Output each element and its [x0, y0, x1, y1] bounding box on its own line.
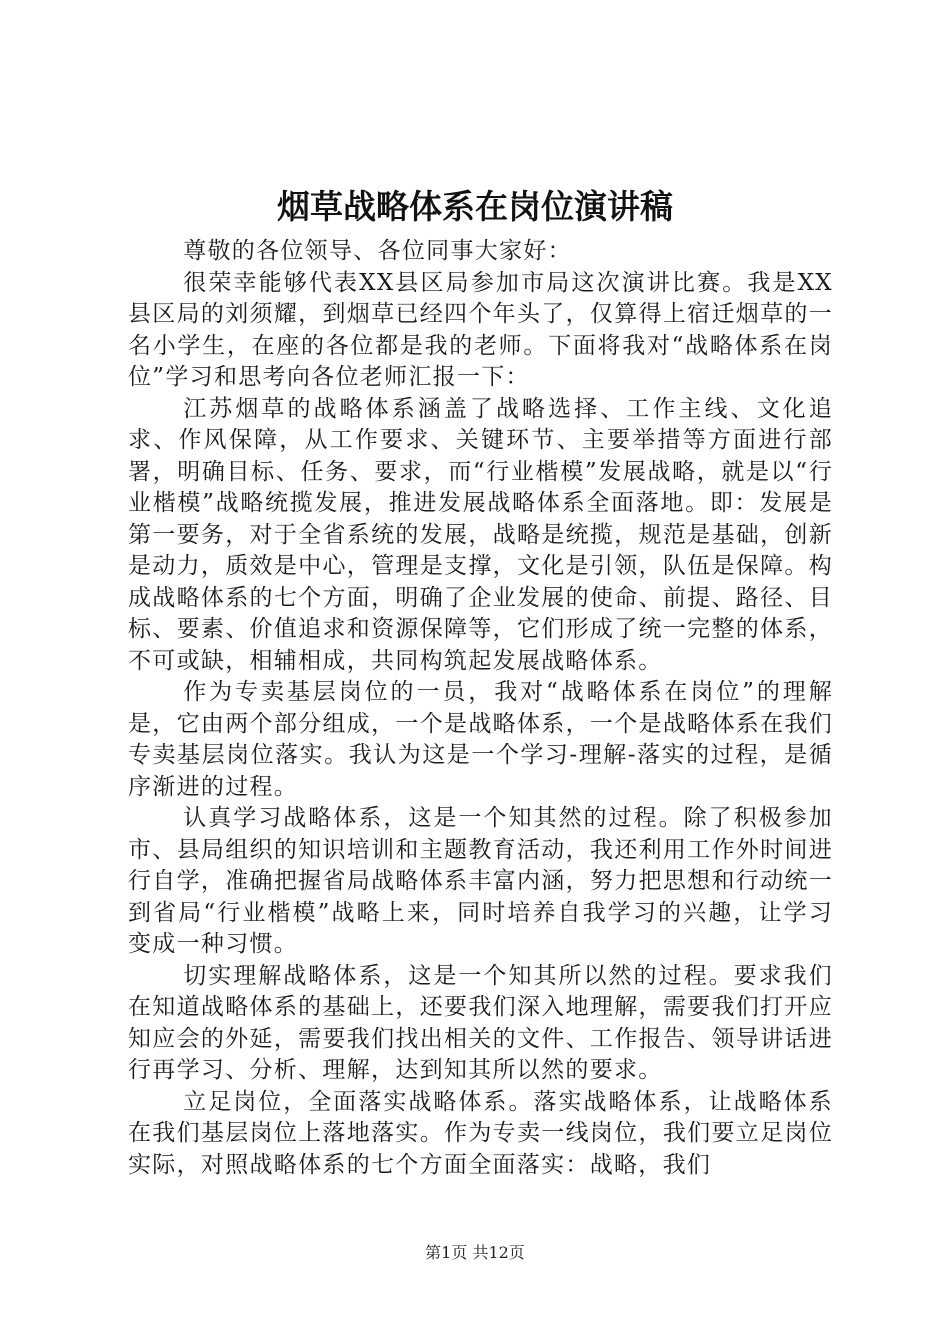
- paragraph-introduction: 很荣幸能够代表XX县区局参加市局这次演讲比赛。我是XX县区局的刘须耀，到烟草已经四个年头了，仅算得上宿迁烟草的一名小学生，在座的各位都是我的老师。下面将我对“战略体系在岗位”学习和思考向各位老师汇报一下：: [128, 269, 833, 390]
- page-number-footer: 第1页 共12页: [425, 1243, 525, 1262]
- paragraph-strategy-system: 江苏烟草的战略体系涵盖了战略选择、工作主线、文化追求、作风保障，从工作要求、关键环节、主要举措等方面进行部署，明确目标、任务、要求，而“行业楷模”发展战略，就是以“行业楷模”战略统揽发展，推进发展战略体系全面落地。即：发展是第一要务，对于全省系统的发展，战略是统揽，规范是基础，创新是动力，质效是中心，管理是支撑，文化是引领，队伍是保障。构成战略体系的七个方面，明确了企业发展的使命、前提、路径、目标、要素、价值追求和资源保障等，它们形成了统一完整的体系，不可或缺，相辅相成，共同构筑起发展战略体系。: [128, 395, 833, 674]
- paragraph-comprehension: 切实理解战略体系，这是一个知其所以然的过程。要求我们在知道战略体系的基础上，还要我们深入地理解，需要我们打开应知应会的外延，需要我们找出相关的文件、工作报告、领导讲话进行再学习、分析、理解，达到知其所以然的要求。: [128, 962, 833, 1083]
- document-body: [128, 236, 833, 1181]
- paragraph-implementation: 立足岗位，全面落实战略体系。落实战略体系，让战略体系在我们基层岗位上落地落实。作为专卖一线岗位，我们要立足岗位实际，对照战略体系的七个方面全面落实：战略，我们: [128, 1088, 833, 1178]
- paragraph-learning: 认真学习战略体系，这是一个知其然的过程。除了积极参加市、县局组织的知识培训和主题教育活动，我还利用工作外时间进行自学，准确把握省局战略体系丰富内涵，努力把思想和行动统一到省局“行业楷模”战略上来，同时培养自我学习的兴趣，让学习变成一种习惯。: [128, 805, 833, 957]
- paragraph-understanding: 作为专卖基层岗位的一员，我对“战略体系在岗位”的理解是，它由两个部分组成，一个是战略体系，一个是战略体系在我们专卖基层岗位落实。我认为这是一个学习-理解-落实的过程，是循序渐进的过程。: [128, 679, 833, 800]
- document-title: 烟草战略体系在岗位演讲稿: [277, 187, 673, 226]
- paragraph-salutation: 尊敬的各位领导、各位同事大家好：: [183, 238, 572, 264]
